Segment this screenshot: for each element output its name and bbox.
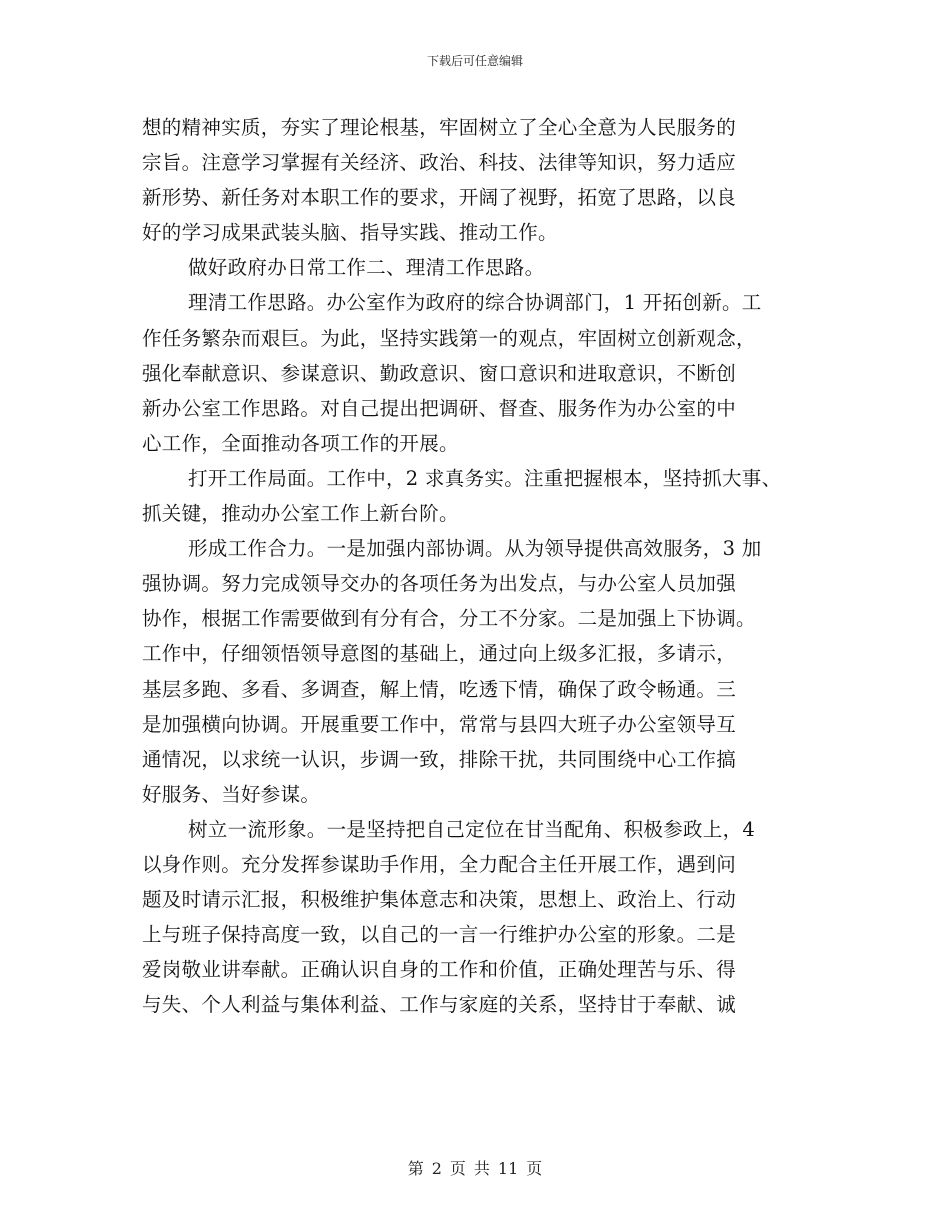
text-line: 心工作，全面推动各项工作的开展。 bbox=[142, 431, 459, 455]
paragraph-start-line: 树立一流形象。一是坚持把自己定位在甘当配角、积极参政上，4 bbox=[188, 817, 756, 841]
text-line: 抓关键，推动办公室工作上新台阶。 bbox=[142, 502, 459, 526]
text-line: 与失、个人利益与集体利益、工作与家庭的关系，坚持甘于奉献、诚 bbox=[142, 993, 737, 1017]
page-number: 2 bbox=[431, 1159, 442, 1178]
text-line: 好服务、当好参谋。 bbox=[142, 782, 321, 806]
text-line: 新办公室工作思路。对自己提出把调研、督查、服务作为办公室的中 bbox=[142, 396, 737, 420]
text-line: 宗旨。注意学习掌握有关经济、政治、科技、法律等知识，努力适应 bbox=[142, 151, 737, 175]
page-footer bbox=[0, 1156, 950, 1179]
text-line: 题及时请示汇报，积极维护集体意志和决策，思想上、政治上、行动 bbox=[142, 888, 737, 912]
text-line: 想的精神实质，夯实了理论根基，牢固树立了全心全意为人民服务的 bbox=[142, 116, 737, 139]
text-line: 通情况，以求统一认识，步调一致，排除干扰，共同围绕中心工作搞 bbox=[142, 747, 737, 771]
text-line: 基层多跑、多看、多调查，解上情，吃透下情，确保了政令畅通。三 bbox=[142, 677, 737, 701]
paragraph-start-line: 形成工作合力。一是加强内部协调。从为领导提供高效服务，3 加 bbox=[188, 537, 762, 561]
text-line: 强化奉献意识、参谋意识、勤政意识、窗口意识和进取意识，不断创 bbox=[142, 361, 737, 385]
text-line: 作任务繁杂而艰巨。为此，坚持实践第一的观点，牢固树立创新观念， bbox=[142, 326, 756, 350]
footer-prefix: 第 bbox=[407, 1159, 424, 1178]
paragraph-start-line: 打开工作局面。工作中，2 求真务实。注重把握根本，坚持抓大事、 bbox=[188, 466, 782, 490]
footer-suffix: 页 bbox=[526, 1159, 543, 1178]
header-note: 下载后可任意编辑 bbox=[426, 54, 523, 68]
text-line: 协作，根据工作需要做到有分有合，分工不分家。二是加强上下协调。 bbox=[142, 607, 756, 631]
paragraph-start-line: 理清工作思路。办公室作为政府的综合协调部门，1 开拓创新。工 bbox=[188, 291, 762, 315]
total-pages: 11 bbox=[497, 1159, 519, 1178]
text-line: 爱岗敬业讲奉献。正确认识自身的工作和价值，正确处理苦与乐、得 bbox=[142, 958, 737, 982]
footer-page-word: 页 bbox=[449, 1159, 466, 1178]
text-line: 是加强横向协调。开展重要工作中，常常与县四大班子办公室领导互 bbox=[142, 712, 737, 736]
document-body bbox=[142, 110, 832, 1022]
text-line: 好的学习成果武装头脑、指导实践、推动工作。 bbox=[142, 221, 558, 245]
text-line: 新形势、新任务对本职工作的要求，开阔了视野，拓宽了思路，以良 bbox=[142, 186, 737, 210]
text-line: 强协调。努力完成领导交办的各项任务为出发点，与办公室人员加强 bbox=[142, 572, 737, 596]
text-line: 上与班子保持高度一致，以自己的一言一行维护办公室的形象。二是 bbox=[142, 923, 737, 947]
paragraph-start-line: 做好政府办日常工作二、理清工作思路。 bbox=[188, 256, 545, 280]
footer-total-prefix: 共 bbox=[473, 1159, 490, 1178]
text-line: 工作中，仔细领悟领导意图的基础上，通过向上级多汇报，多请示， bbox=[142, 642, 737, 666]
text-line: 以身作则。充分发挥参谋助手作用，全力配合主任开展工作，遇到问 bbox=[142, 852, 737, 876]
